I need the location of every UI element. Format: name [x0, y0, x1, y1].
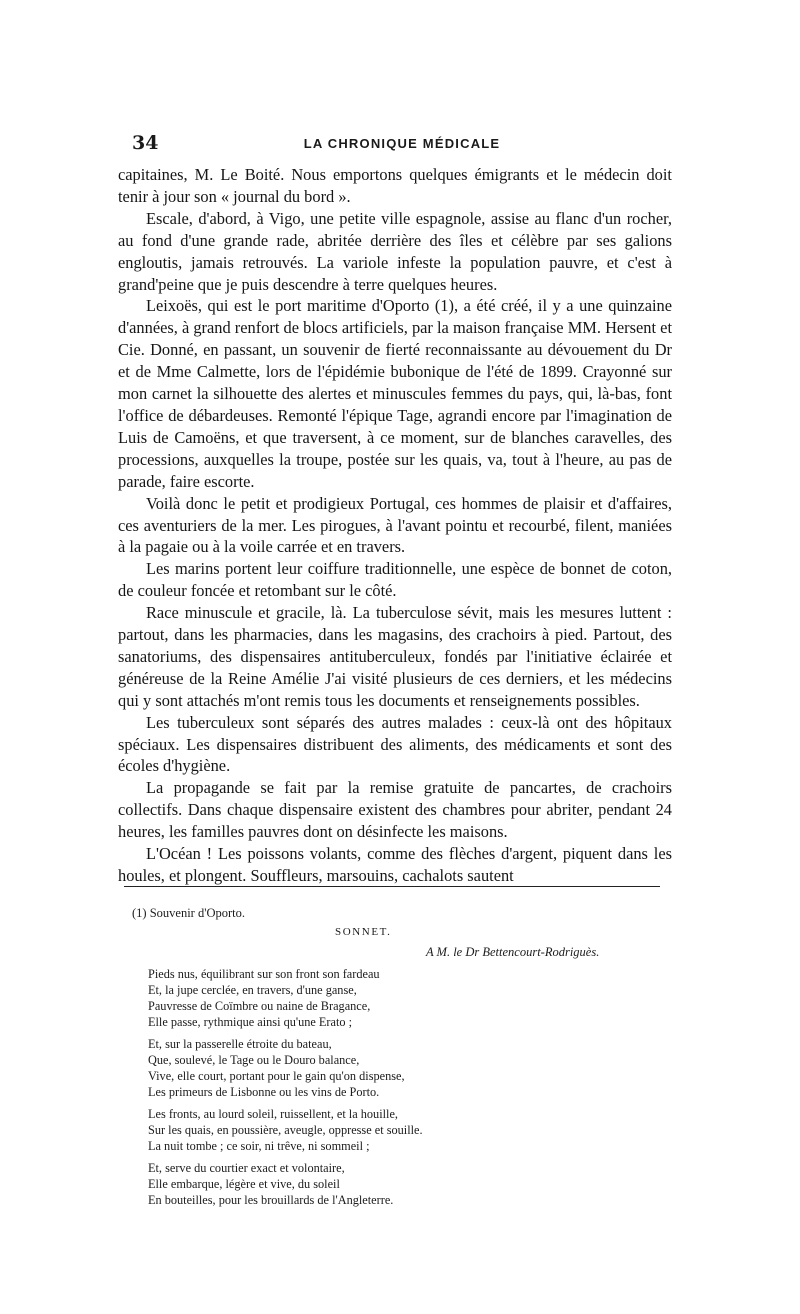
stanza — [148, 1036, 652, 1100]
page-header — [132, 132, 672, 156]
verse-line: Les primeurs de Lisbonne ou les vins de Porto. — [148, 1085, 380, 1099]
paragraph: Escale, d'abord, à Vigo, une petite ville espagnole, assise au flanc d'un rocher, au fond d'une grande rade, abritée derrière des îles et célèbre par ses galions engloutis, jamais retrouvés. La variole infeste la population pauvre, et c'est à grand'peine que je puis descendre à terre quelques heures. — [118, 208, 672, 294]
verse-line: Pauvresse de Coïmbre ou naine de Bragance, — [148, 999, 371, 1013]
running-title: LA CHRONIQUE MÉDICALE — [303, 136, 501, 151]
paragraph: Race minuscule et gracile, là. La tuberculose sévit, mais les mesures luttent : partout, dans les pharmacies, dans les magasins, des crachoirs à pied. Partout, des sanatoriums, des dispensaires antituberculeux, fondés par l'initiative éclairée et généreuse de la Reine Amélie J'ai visité plusieurs de ces derniers, et les médecins qui y sont attachés m'ont remis tous les documents et renseignements possibles. — [118, 603, 672, 710]
main-text — [118, 164, 672, 887]
sonnet-dedication: A M. le Dr Bettencourt-Rodriguès. — [426, 945, 600, 959]
verse-line: Les fronts, au lourd soleil, ruissellent, et la houille, — [148, 1107, 398, 1121]
paragraph: Voilà donc le petit et prodigieux Portugal, ces hommes de plaisir et d'affaires, ces aventuriers de la mer. Les pirogues, à l'avant pointu et recourbé, filent, maniées à la pagaie ou à la voile carrée et en travers. — [118, 493, 672, 557]
paragraph: capitaines, M. Le Boité. Nous emportons quelques émigrants et le médecin doit tenir à jour son « journal du bord ». — [118, 165, 672, 206]
verse-line: En bouteilles, pour les brouillards de l'Angleterre. — [148, 1193, 394, 1207]
stanza — [148, 1106, 652, 1154]
paragraph: Leixoës, qui est le port maritime d'Oporto (1), a été créé, il y a une quinzaine d'années, à grand renfort de blocs artificiels, par la maison française MM. Hersent et Cie. Donné, en passant, un souvenir de fierté reconnaissante au dévouement du Dr et de Mme Calmette, lors de l'épidémie bubonique de l'été de 1899. Crayonné sur mon carnet la silhouette des alertes et minuscules femmes du pays, qui, là-bas, font l'office de débardeuses. Remonté l'épique Tage, agrandi encore par l'imagination de Luis de Camoëns, et que traversent, à ce moment, sur de blanches caravelles, des processions, auxquelles la troupe, postée sur les quais, va, tout à l'heure, au pas de parade, faire escorte. — [118, 296, 672, 491]
verse-line: La nuit tombe ; ce soir, ni trêve, ni sommeil ; — [148, 1139, 370, 1153]
verse-line: Vive, elle court, portant pour le gain qu'on dispense, — [148, 1069, 405, 1083]
verse-line: Et, sur la passerelle étroite du bateau, — [148, 1037, 332, 1051]
verse-line: Et, serve du courtier exact et volontaire, — [148, 1161, 345, 1175]
verse-line: Elle passe, rythmique ainsi qu'une Erato ; — [148, 1015, 353, 1029]
paragraph: Les tuberculeux sont séparés des autres malades : ceux-là ont des hôpitaux spéciaux. Les dispensaires distribuent des aliments, des médicaments et sont des écoles d'hygiène. — [118, 712, 672, 776]
stanza — [148, 966, 652, 1030]
footnote-reference: (1) Souvenir d'Oporto. — [132, 906, 246, 920]
sonnet-title: SONNET. — [335, 926, 392, 938]
footnote — [132, 905, 652, 1208]
verse-line: Et, la jupe cerclée, en travers, d'une ganse, — [148, 983, 357, 997]
verse-line: Sur les quais, en poussière, aveugle, oppresse et souille. — [148, 1123, 423, 1137]
paragraph: La propagande se fait par la remise gratuite de pancartes, de crachoirs collectifs. Dans chaque dispensaire existent des chambres pour abriter, pendant 24 heures, les familles pauvres dont on désinfecte les maisons. — [118, 778, 672, 842]
verse-line: Elle embarque, légère et vive, du soleil — [148, 1177, 340, 1191]
paragraph: Les marins portent leur coiffure traditionnelle, une espèce de bonnet de coton, de couleur foncée et retombant sur le côté. — [118, 559, 672, 601]
stanza — [148, 1160, 652, 1208]
verse-line: Pieds nus, équilibrant sur son front son fardeau — [148, 967, 380, 981]
verse-line: Que, soulevé, le Tage ou le Douro balance, — [148, 1053, 360, 1067]
footnote-divider — [124, 886, 660, 887]
paragraph: L'Océan ! Les poissons volants, comme des flèches d'argent, piquent dans les houles, et plongent. Souffleurs, marsouins, cachalots sautent — [118, 844, 672, 885]
page-number: 34 — [132, 132, 159, 154]
